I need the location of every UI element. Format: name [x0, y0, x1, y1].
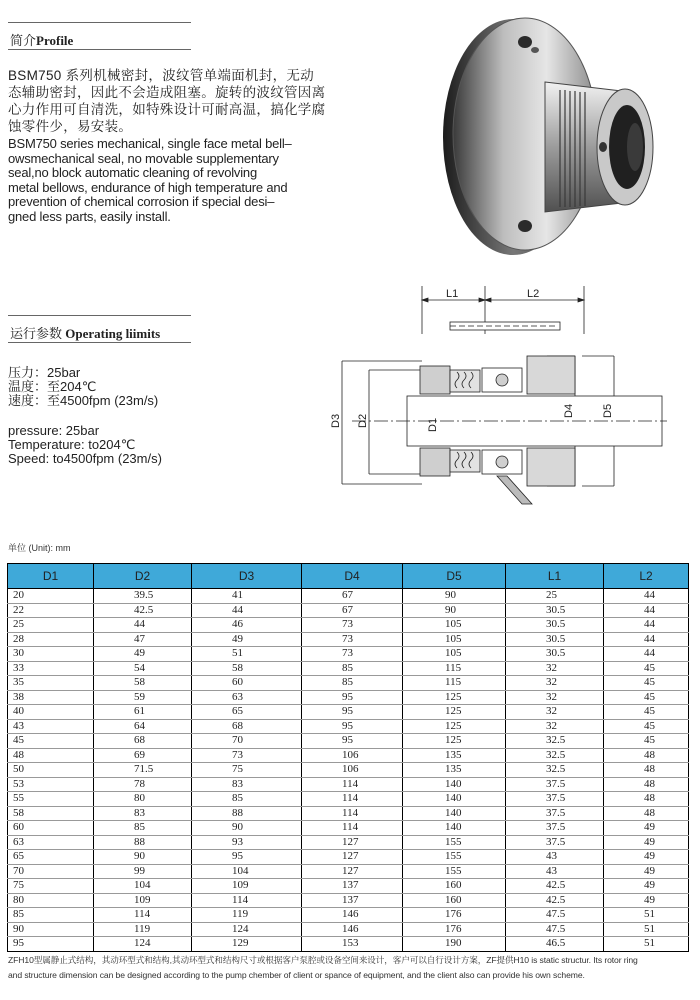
profile-desc-en-line: prevention of chemical corrosion if special desi–	[8, 194, 275, 209]
table-cell: 93	[192, 835, 302, 850]
table-cell: 95	[8, 937, 94, 952]
profile-desc-cn-line: 心力作用可自清洗，如特殊设计可耐高温，搞化学腐	[8, 102, 326, 117]
table-cell: 146	[302, 922, 403, 937]
table-cell: 109	[94, 893, 192, 908]
profile-desc-cn-line: 蚀零件少，易安装。	[8, 119, 133, 134]
table-cell: 115	[403, 676, 506, 691]
table-cell: 49	[604, 850, 689, 865]
table-cell: 30.5	[506, 603, 604, 618]
table-cell: 65	[8, 850, 94, 865]
table-cell: 63	[8, 835, 94, 850]
table-cell: 45	[604, 705, 689, 720]
profile-desc-cn-line: 态辅助密封，因此不会造成阻塞。旋转的波纹管因离	[8, 85, 326, 100]
table-cell: 73	[192, 748, 302, 763]
table-row	[8, 589, 689, 604]
footnote-line-1: ZFH10型属静止式结构，其动环型式和结构,其动环型式和结构尺寸或根据客户泵腔或设备空间来设计，客户可以自行设计方案，ZF提供H10 is static structur. Its rotor ring	[8, 955, 638, 965]
column-header: D2	[94, 564, 192, 589]
table-cell: 45	[604, 661, 689, 676]
table-cell: 67	[302, 589, 403, 604]
table-cell: 114	[302, 821, 403, 836]
table-cell: 50	[8, 763, 94, 778]
table-cell: 140	[403, 792, 506, 807]
param-pressure-cn: 压力：25bar	[8, 365, 81, 380]
profile-desc-en-line: BSM750 series mechanical, single face metal bell–	[8, 136, 292, 151]
table-cell: 119	[94, 922, 192, 937]
table-cell: 51	[604, 922, 689, 937]
table-cell: 38	[8, 690, 94, 705]
table-cell: 88	[192, 806, 302, 821]
table-row	[8, 661, 689, 676]
table-cell: 30.5	[506, 632, 604, 647]
profile-bottom-rule	[8, 49, 191, 50]
table-cell: 73	[302, 647, 403, 662]
table-cell: 48	[604, 806, 689, 821]
table-cell: 51	[192, 647, 302, 662]
table-cell: 137	[302, 893, 403, 908]
table-cell: 104	[94, 879, 192, 894]
table-cell: 48	[604, 792, 689, 807]
profile-heading-cn: 简介	[10, 33, 37, 48]
table-cell: 44	[94, 618, 192, 633]
table-cell: 114	[192, 893, 302, 908]
table-cell: 49	[604, 835, 689, 850]
table-row	[8, 893, 689, 908]
table-cell: 48	[604, 763, 689, 778]
table-cell: 30.5	[506, 618, 604, 633]
table-cell: 155	[403, 850, 506, 865]
table-cell: 30.5	[506, 647, 604, 662]
profile-desc-en-line: metal bellows, endurance of high temperature and	[8, 179, 288, 195]
table-cell: 140	[403, 806, 506, 821]
table-cell: 99	[94, 864, 192, 879]
table-cell: 85	[302, 661, 403, 676]
profile-desc-en-line: gned less parts, easily install.	[8, 208, 171, 224]
table-cell: 45	[8, 734, 94, 749]
table-cell: 127	[302, 850, 403, 865]
table-cell: 39.5	[94, 589, 192, 604]
table-cell: 47.5	[506, 922, 604, 937]
param-speed-en: Speed: to4500fpm (23m/s)	[8, 451, 162, 466]
table-cell: 69	[94, 748, 192, 763]
table-row	[8, 879, 689, 894]
table-cell: 104	[192, 864, 302, 879]
param-temperature-en: Temperature: to204℃	[8, 437, 136, 452]
table-cell: 106	[302, 763, 403, 778]
label-D2: D2	[357, 413, 369, 428]
table-cell: 109	[192, 879, 302, 894]
table-cell: 85	[192, 792, 302, 807]
table-cell: 155	[403, 864, 506, 879]
table-cell: 58	[192, 661, 302, 676]
table-cell: 63	[192, 690, 302, 705]
table-cell: 73	[302, 618, 403, 633]
table-row	[8, 676, 689, 691]
table-cell: 44	[192, 603, 302, 618]
table-cell: 58	[8, 806, 94, 821]
profile-desc-cn-line: BSM750 系列机械密封，波纹管单端面机封，无动	[8, 68, 315, 83]
table-row	[8, 922, 689, 937]
table-cell: 114	[94, 908, 192, 923]
table-cell: 127	[302, 835, 403, 850]
profile-desc-en-line: seal,no block automatic cleaning of revolving	[8, 165, 257, 180]
table-cell: 49	[604, 893, 689, 908]
table-cell: 30	[8, 647, 94, 662]
table-body	[8, 589, 689, 952]
table-cell: 49	[604, 879, 689, 894]
table-cell: 32	[506, 661, 604, 676]
table-cell: 140	[403, 777, 506, 792]
table-cell: 43	[506, 864, 604, 879]
table-cell: 43	[506, 850, 604, 865]
table-cell: 44	[604, 632, 689, 647]
table-cell: 28	[8, 632, 94, 647]
table-cell: 85	[302, 676, 403, 691]
table-cell: 46.5	[506, 937, 604, 952]
table-cell: 125	[403, 705, 506, 720]
table-row	[8, 734, 689, 749]
table-cell: 114	[302, 792, 403, 807]
table-cell: 53	[8, 777, 94, 792]
label-L1: L1	[446, 288, 459, 300]
label-D5: D5	[602, 403, 614, 418]
param-speed-cn: 速度：至4500fpm (23m/s)	[8, 393, 159, 408]
table-cell: 60	[8, 821, 94, 836]
table-cell: 49	[192, 632, 302, 647]
table-cell: 25	[506, 589, 604, 604]
table-row	[8, 850, 689, 865]
table-cell: 37.5	[506, 777, 604, 792]
table-cell: 48	[604, 748, 689, 763]
profile-desc-en-line: owsmechanical seal, no movable supplementary	[8, 150, 279, 166]
profile-heading-en: Profile	[36, 33, 74, 48]
operating-heading-cn: 运行参数	[10, 326, 63, 341]
table-cell: 45	[604, 734, 689, 749]
table-cell: 59	[94, 690, 192, 705]
table-cell: 45	[604, 690, 689, 705]
table-cell: 48	[8, 748, 94, 763]
table-cell: 83	[94, 806, 192, 821]
table-cell: 44	[604, 647, 689, 662]
table-cell: 54	[94, 661, 192, 676]
table-cell: 42.5	[506, 893, 604, 908]
seal-product-image	[425, 12, 675, 262]
table-row	[8, 705, 689, 720]
table-cell: 125	[403, 734, 506, 749]
table-cell: 114	[302, 777, 403, 792]
operating-bottom-rule	[8, 342, 191, 343]
table-cell: 44	[604, 618, 689, 633]
table-cell: 20	[8, 589, 94, 604]
table-cell: 32	[506, 676, 604, 691]
table-cell: 46	[192, 618, 302, 633]
table-row	[8, 632, 689, 647]
label-D4: D4	[563, 403, 575, 418]
table-cell: 105	[403, 618, 506, 633]
table-row	[8, 835, 689, 850]
table-row	[8, 792, 689, 807]
table-cell: 140	[403, 821, 506, 836]
profile-top-rule	[8, 22, 191, 23]
table-cell: 160	[403, 893, 506, 908]
table-cell: 42.5	[94, 603, 192, 618]
table-cell: 90	[94, 850, 192, 865]
table-cell: 61	[94, 705, 192, 720]
table-cell: 90	[403, 589, 506, 604]
table-cell: 47	[94, 632, 192, 647]
operating-top-rule	[8, 315, 191, 316]
table-row	[8, 719, 689, 734]
table-cell: 42.5	[506, 879, 604, 894]
column-header: D3	[192, 564, 302, 589]
table-row	[8, 603, 689, 618]
table-cell: 88	[94, 835, 192, 850]
table-cell: 32.5	[506, 763, 604, 778]
label-D1: D1	[427, 417, 439, 432]
table-cell: 40	[8, 705, 94, 720]
operating-params-cn	[8, 366, 158, 408]
table-cell: 78	[94, 777, 192, 792]
table-row	[8, 908, 689, 923]
operating-heading	[10, 323, 160, 342]
table-cell: 49	[94, 647, 192, 662]
label-D3: D3	[330, 413, 342, 428]
label-L2: L2	[527, 288, 540, 300]
table-cell: 70	[8, 864, 94, 879]
table-cell: 95	[302, 690, 403, 705]
table-cell: 80	[94, 792, 192, 807]
column-header: D1	[8, 564, 94, 589]
table-cell: 43	[8, 719, 94, 734]
table-cell: 44	[604, 603, 689, 618]
footnote-line-2: and structure dimension can be designed according to the pump chember of client or spance of equipment, and the client also can provide his own scheme.	[8, 970, 585, 980]
table-cell: 115	[403, 661, 506, 676]
table-cell: 25	[8, 618, 94, 633]
table-cell: 95	[302, 719, 403, 734]
table-cell: 127	[302, 864, 403, 879]
table-cell: 49	[604, 864, 689, 879]
table-cell: 83	[192, 777, 302, 792]
table-cell: 33	[8, 661, 94, 676]
table-cell: 85	[94, 821, 192, 836]
table-cell: 48	[604, 777, 689, 792]
table-cell: 90	[192, 821, 302, 836]
table-header-row	[8, 564, 689, 589]
table-cell: 125	[403, 690, 506, 705]
table-cell: 105	[403, 647, 506, 662]
table-cell: 44	[604, 589, 689, 604]
table-cell: 37.5	[506, 792, 604, 807]
table-cell: 119	[192, 908, 302, 923]
table-cell: 32.5	[506, 734, 604, 749]
column-header: D4	[302, 564, 403, 589]
table-cell: 95	[302, 734, 403, 749]
table-row	[8, 618, 689, 633]
table-cell: 85	[8, 908, 94, 923]
table-cell: 35	[8, 676, 94, 691]
table-cell: 37.5	[506, 806, 604, 821]
param-pressure-en: pressure: 25bar	[8, 423, 100, 438]
profile-desc-en	[8, 137, 292, 224]
table-cell: 41	[192, 589, 302, 604]
table-cell: 95	[302, 705, 403, 720]
table-cell: 129	[192, 937, 302, 952]
table-cell: 135	[403, 748, 506, 763]
table-cell: 47.5	[506, 908, 604, 923]
table-row	[8, 777, 689, 792]
table-cell: 68	[94, 734, 192, 749]
table-cell: 32	[506, 719, 604, 734]
unit-note: 单位 (Unit): mm	[8, 543, 71, 553]
column-header: D5	[403, 564, 506, 589]
profile-desc-cn	[8, 67, 325, 135]
table-cell: 124	[94, 937, 192, 952]
table-cell: 32	[506, 690, 604, 705]
table-cell: 75	[8, 879, 94, 894]
table-cell: 22	[8, 603, 94, 618]
table-cell: 51	[604, 908, 689, 923]
table-cell: 32.5	[506, 748, 604, 763]
table-cell: 37.5	[506, 835, 604, 850]
table-cell: 176	[403, 908, 506, 923]
table-cell: 153	[302, 937, 403, 952]
column-header: L2	[604, 564, 689, 589]
table-cell: 105	[403, 632, 506, 647]
table-cell: 58	[94, 676, 192, 691]
column-header: L1	[506, 564, 604, 589]
table-cell: 125	[403, 719, 506, 734]
table-cell: 80	[8, 893, 94, 908]
table-cell: 176	[403, 922, 506, 937]
table-cell: 71.5	[94, 763, 192, 778]
table-cell: 106	[302, 748, 403, 763]
table-cell: 114	[302, 806, 403, 821]
table-cell: 75	[192, 763, 302, 778]
table-cell: 137	[302, 879, 403, 894]
table-cell: 90	[8, 922, 94, 937]
table-row	[8, 647, 689, 662]
table-row	[8, 806, 689, 821]
table-cell: 67	[302, 603, 403, 618]
table-cell: 95	[192, 850, 302, 865]
table-cell: 45	[604, 676, 689, 691]
table-cell: 135	[403, 763, 506, 778]
dimension-table	[7, 563, 689, 952]
table-cell: 73	[302, 632, 403, 647]
table-cell: 124	[192, 922, 302, 937]
table-cell: 37.5	[506, 821, 604, 836]
table-row	[8, 864, 689, 879]
table-cell: 70	[192, 734, 302, 749]
table-cell: 49	[604, 821, 689, 836]
table-cell: 45	[604, 719, 689, 734]
param-temperature-cn: 温度：至204℃	[8, 379, 97, 394]
operating-heading-en: Operating liimits	[65, 326, 161, 341]
table-cell: 60	[192, 676, 302, 691]
table-cell: 64	[94, 719, 192, 734]
table-cell: 155	[403, 835, 506, 850]
table-cell: 160	[403, 879, 506, 894]
table-cell: 65	[192, 705, 302, 720]
table-cell: 51	[604, 937, 689, 952]
table-row	[8, 748, 689, 763]
table-cell: 55	[8, 792, 94, 807]
seal-section-drawing	[332, 286, 672, 508]
table-cell: 68	[192, 719, 302, 734]
table-row	[8, 821, 689, 836]
operating-params-en	[8, 424, 162, 466]
table-cell: 146	[302, 908, 403, 923]
table-cell: 190	[403, 937, 506, 952]
table-cell: 90	[403, 603, 506, 618]
table-row	[8, 763, 689, 778]
table-row	[8, 937, 689, 952]
table-cell: 32	[506, 705, 604, 720]
profile-heading	[10, 30, 73, 49]
table-row	[8, 690, 689, 705]
